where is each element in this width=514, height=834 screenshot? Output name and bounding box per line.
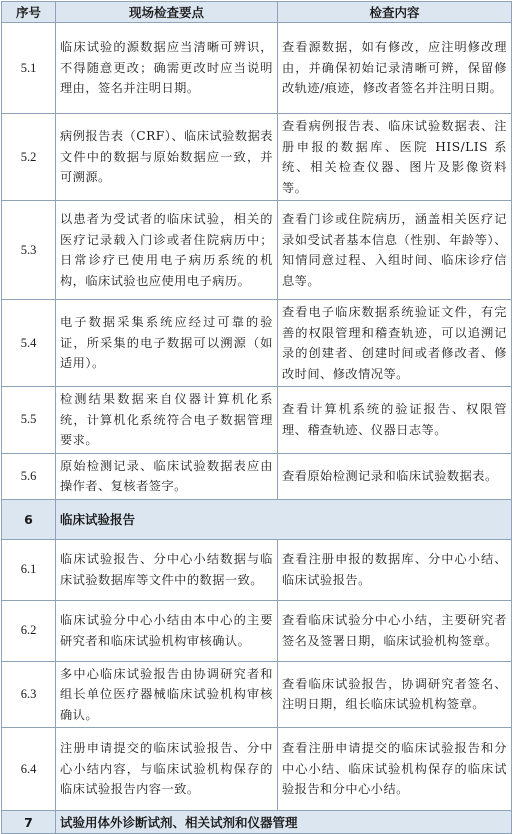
key-point-cell: 临床试验分中心小结由本中心的主要研究者和临床试验机构审核确认。 — [56, 600, 278, 661]
check-content-cell: 查看原始检测记录和临床试验数据表。 — [278, 453, 512, 499]
section-title: 试验用体外诊断试剂、相关试剂和仪器管理 — [56, 811, 512, 834]
check-content-cell: 查看病例报告表、临床试验数据表、注册申报的数据库、医院 HIS/LIS 系统、相关检查仪器、图片及影像资料等。 — [278, 114, 512, 201]
check-content-cell: 查看电子临床数据系统验证文件，有完善的权限管理和稽查轨迹，可以追溯记录的创建者、创建时间或者修改者、修改时间、修改情况等。 — [278, 300, 512, 387]
header-key-points: 现场检查要点 — [56, 2, 278, 23]
row-number: 6.3 — [2, 661, 56, 728]
row-number: 6.4 — [2, 728, 56, 811]
table-row — [2, 114, 512, 201]
table-row — [2, 23, 512, 114]
row-number: 5.3 — [2, 201, 56, 300]
section-row — [2, 499, 512, 539]
section-row — [2, 811, 512, 834]
check-content-cell: 查看临床试验报告，协调研究者签名、注明日期，组长临床试验机构签章。 — [278, 661, 512, 728]
row-number: 5.6 — [2, 453, 56, 499]
key-point-cell: 原始检测记录、临床试验数据表应由操作者、复核者签字。 — [56, 453, 278, 499]
section-number: 7 — [2, 811, 56, 834]
table-row — [2, 661, 512, 728]
check-content-cell: 查看临床试验分中心小结，主要研究者签名及签署日期，临床试验机构签章。 — [278, 600, 512, 661]
header-check-content: 检查内容 — [278, 2, 512, 23]
key-point-cell: 临床试验的源数据应当清晰可辨识，不得随意更改；确需更改时应当说明理由，签名并注明日期。 — [56, 23, 278, 114]
table-row — [2, 201, 512, 300]
header-number: 序号 — [2, 2, 56, 23]
table-row — [2, 387, 512, 454]
table-row — [2, 453, 512, 499]
table-row — [2, 728, 512, 811]
key-point-cell: 电子数据采集系统应经过可靠的验证，所采集的电子数据可以溯源（如适用）。 — [56, 300, 278, 387]
table-row — [2, 300, 512, 387]
check-content-cell: 查看注册申请提交的临床试验报告和分中心小结、临床试验机构保存的临床试验报告和分中心小结。 — [278, 728, 512, 811]
check-content-cell: 查看门诊或住院病历，涵盖相关医疗记录如受试者基本信息（性别、年龄等）、知情同意过程、入组时间、临床诊疗信息等。 — [278, 201, 512, 300]
inspection-table — [1, 1, 512, 834]
key-point-cell: 注册申请提交的临床试验报告、分中心小结内容，与临床试验机构保存的临床试验报告内容一致。 — [56, 728, 278, 811]
row-number: 5.1 — [2, 23, 56, 114]
check-content-cell: 查看源数据，如有修改，应注明修改理由，并确保初始记录清晰可辨，保留修改轨迹/痕迹，修改者签名并注明日期。 — [278, 23, 512, 114]
row-number: 5.4 — [2, 300, 56, 387]
key-point-cell: 以患者为受试者的临床试验，相关的医疗记录载入门诊或者住院病历中；日常诊疗已使用电子病历系统的机构，临床试验也应使用电子病历。 — [56, 201, 278, 300]
row-number: 5.2 — [2, 114, 56, 201]
key-point-cell: 临床试验报告、分中心小结数据与临床试验数据库等文件中的数据一致。 — [56, 539, 278, 600]
check-content-cell: 查看注册申报的数据库、分中心小结、临床试验报告。 — [278, 539, 512, 600]
check-content-cell: 查看计算机系统的验证报告、权限管理、稽查轨迹、仪器日志等。 — [278, 387, 512, 454]
section-number: 6 — [2, 499, 56, 539]
table-row — [2, 539, 512, 600]
row-number: 5.5 — [2, 387, 56, 454]
header-row — [2, 2, 512, 23]
key-point-cell: 多中心临床试验报告由协调研究者和组长单位医疗器械临床试验机构审核确认。 — [56, 661, 278, 728]
section-title: 临床试验报告 — [56, 499, 512, 539]
key-point-cell: 病例报告表（CRF）、临床试验数据表文件中的数据与原始数据应一致，并可溯源。 — [56, 114, 278, 201]
key-point-cell: 检测结果数据来自仪器计算机化系统，计算机化系统符合电子数据管理要求。 — [56, 387, 278, 454]
row-number: 6.1 — [2, 539, 56, 600]
row-number: 6.2 — [2, 600, 56, 661]
table-row — [2, 600, 512, 661]
